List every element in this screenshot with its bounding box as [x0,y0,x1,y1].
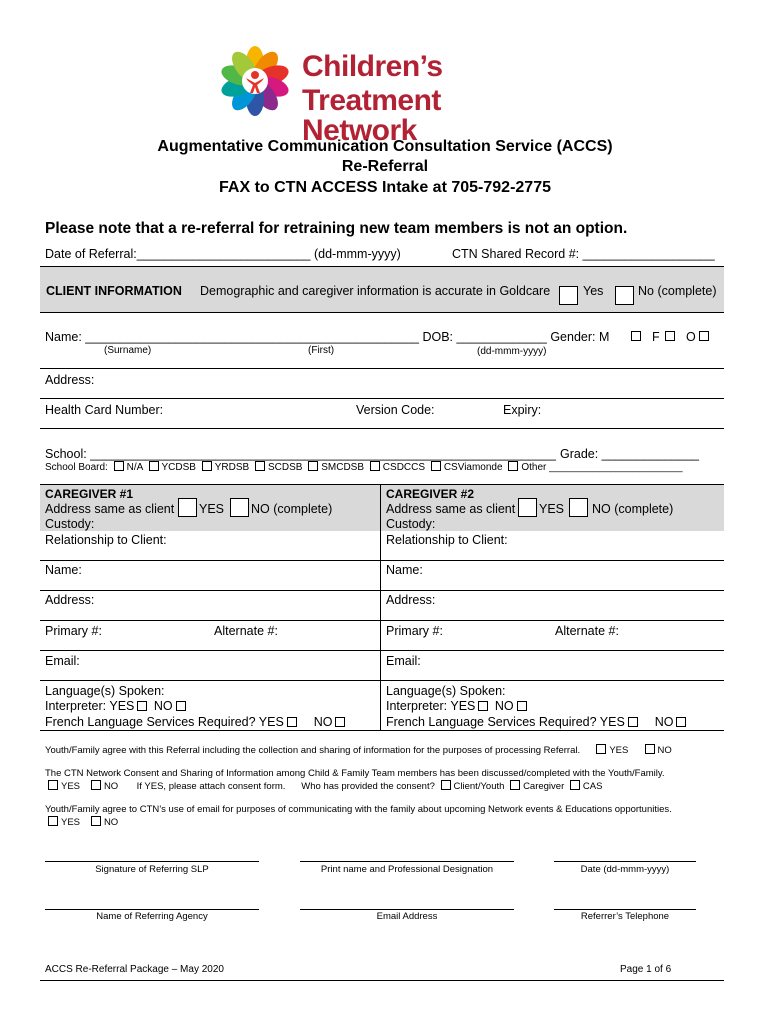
agency-label: Name of Referring Agency [96,911,208,922]
cg2-relationship-field[interactable]: Relationship to Client: [386,533,508,547]
cg1-french-no-checkbox[interactable] [335,717,345,727]
cg1-french-no-label: NO [313,715,333,729]
cg1-interpreter-row [45,699,189,713]
cg2-french-no-label: NO [654,715,674,729]
goldcare-yes-checkbox[interactable] [559,286,578,305]
consent-referral-row [45,744,672,756]
print-name-label: Print name and Professional Designation [320,864,494,875]
cg2-primary-field[interactable]: Primary #: [386,624,443,638]
gender-m-checkbox[interactable] [631,331,641,341]
consent-caregiver-label: Caregiver [523,781,565,792]
flower-logo-icon [218,44,292,118]
health-card-field[interactable]: Health Card Number: [45,403,164,417]
consent-sharing-row [45,780,602,792]
notice: Please note that a re-referral for retraining new team members is not an option. [45,220,628,237]
school-field[interactable]: School: ___________________________________________________________________ [45,447,556,461]
logo [218,44,558,147]
form-title: Augmentative Communication Consultation Service (ACCS) [157,138,613,155]
cg2-custody-field[interactable]: Custody: [386,517,436,531]
consent-email-text: Youth/Family agree to CTN’s use of email for purposes of communicating with the family about upcoming Network events & Educations opportunities. [45,804,672,815]
consent-sharing-text: The CTN Network Consent and Sharing of Information among Child & Family Team members has been discussed/completed with the Youth/Family. [45,768,665,779]
cg1-same-address-no-checkbox[interactable] [230,498,249,517]
client-info-header: CLIENT INFORMATION [46,284,182,298]
agency-line[interactable] [45,909,259,910]
board-smcdsb-checkbox[interactable] [308,461,318,471]
board-smcdsb-label: SMCDSB [321,462,365,473]
shared-record-field[interactable]: CTN Shared Record #: ___________________ [452,247,715,261]
client-name-field[interactable]: Name: ________________________________________________ DOB: _____________ Gender: M [45,330,610,344]
signature-slp-line[interactable] [45,861,259,862]
board-csviamonde-checkbox[interactable] [431,461,441,471]
version-code-field[interactable]: Version Code: [356,403,435,417]
cg2-alternate-field[interactable]: Alternate #: [555,624,619,638]
signature-date-label: Date (dd-mmm-yyyy) [580,864,670,875]
footer-rule [40,980,724,981]
cg1-relationship-field[interactable]: Relationship to Client: [45,533,167,547]
footer-left: ACCS Re-Referral Package – May 2020 [45,964,224,975]
caregiver-2-header: CAREGIVER #2 [386,487,475,501]
gender-f-label: F [652,330,660,344]
board-csdccs-checkbox[interactable] [370,461,380,471]
cg1-same-address-label: Address same as client [45,502,175,516]
cg1-interpreter-no-checkbox[interactable] [176,701,186,711]
cg1-address-field[interactable]: Address: [45,593,95,607]
date-of-referral-field[interactable]: Date of Referral:_________________________ (dd-mmm-yyyy) [45,247,401,261]
cg1-custody-field[interactable]: Custody: [45,517,95,531]
cg1-interpreter-label: Interpreter: YES [45,699,135,713]
cg2-email-field[interactable]: Email: [386,654,421,668]
cg2-french-row [386,715,689,729]
board-ycdsb-checkbox[interactable] [149,461,159,471]
consent-referral-no-checkbox[interactable] [645,744,655,754]
cg1-name-field[interactable]: Name: [45,563,82,577]
grade-field[interactable]: Grade: ______________ [560,447,700,461]
cg2-french-label: French Language Services Required? YES [386,715,625,729]
cg1-no-label: NO (complete) [251,502,333,516]
cg1-same-address-yes-checkbox[interactable] [178,498,197,517]
cg1-primary-field[interactable]: Primary #: [45,624,102,638]
expiry-field[interactable]: Expiry: [503,403,542,417]
cg2-address-field[interactable]: Address: [386,593,436,607]
consent-email-no-checkbox[interactable] [91,816,101,826]
board-other-checkbox[interactable] [508,461,518,471]
cg1-interpreter-yes-checkbox[interactable] [137,701,147,711]
consent-referral-no-label: NO [657,745,672,756]
cg1-languages-field[interactable]: Language(s) Spoken: [45,684,165,698]
consent-sharing-note: If YES, please attach consent form. [136,781,286,792]
board-csviamonde-label: CSViamonde [443,462,503,473]
email-label: Email Address [376,911,438,922]
board-yrdsb-checkbox[interactable] [202,461,212,471]
cg2-interpreter-label: Interpreter: YES [386,699,476,713]
consent-referral-yes-label: YES [609,745,629,756]
signature-slp-label: Signature of Referring SLP [95,864,209,875]
board-other-field[interactable]: Other ________________________ [521,462,683,473]
telephone-line[interactable] [554,909,696,910]
consent-client-youth-label: Client/Youth [453,781,505,792]
signature-date-line[interactable] [554,861,696,862]
cg2-french-yes-checkbox[interactable] [628,717,638,727]
consent-email-row [45,816,118,828]
consent-cas-label: CAS [582,781,603,792]
goldcare-yes-label: Yes [583,284,604,298]
consent-sharing-no-label: NO [103,781,119,792]
email-line[interactable] [300,909,514,910]
school-board-label: School Board: [45,462,108,473]
first-name-hint: (First) [308,345,335,356]
cg1-yes-label: YES [199,502,225,516]
cg2-no-label: NO (complete) [592,502,674,516]
consent-provider-question: Who has provided the consent? [301,781,435,792]
board-ycdsb-label: YCDSB [161,462,196,473]
cg2-interpreter-no-label: NO [494,699,514,713]
dob-format-hint: (dd-mmm-yyyy) [477,346,547,357]
cg1-email-field[interactable]: Email: [45,654,80,668]
consent-client-youth-checkbox[interactable] [441,780,451,790]
consent-email-yes-checkbox[interactable] [48,816,58,826]
gender-f-checkbox[interactable] [665,331,675,341]
board-scdsb-label: SCDSB [267,462,303,473]
board-na-checkbox[interactable] [114,461,124,471]
cg2-interpreter-row [386,699,530,713]
board-scdsb-checkbox[interactable] [255,461,265,471]
form-subtitle: Re-Referral [341,158,429,175]
consent-email-no-label: NO [103,817,119,828]
goldcare-no-checkbox[interactable] [615,286,634,305]
cg1-alternate-field[interactable]: Alternate #: [214,624,278,638]
board-na-label: N/A [126,462,143,473]
consent-referral-yes-checkbox[interactable] [596,744,606,754]
surname-hint: (Surname) [104,345,152,356]
goldcare-no-label: No (complete) [638,284,717,298]
cg2-french-no-checkbox[interactable] [676,717,686,727]
gender-o-checkbox[interactable] [699,331,709,341]
board-yrdsb-label: YRDSB [214,462,250,473]
consent-email-yes-label: YES [61,817,81,828]
consent-referral-text: Youth/Family agree with this Referral including the collection and sharing of information for the purposes of processing Referral. [45,745,581,756]
cg1-french-label: French Language Services Required? YES [45,715,284,729]
consent-cas-checkbox[interactable] [570,780,580,790]
logo-line2: Treatment Network [302,84,441,147]
cg2-interpreter-no-checkbox[interactable] [517,701,527,711]
fax-line: FAX to CTN ACCESS Intake at 705-792-2775 [219,179,551,196]
consent-sharing-yes-checkbox[interactable] [48,780,58,790]
cg2-languages-field[interactable]: Language(s) Spoken: [386,684,506,698]
gender-o-label: O [686,330,696,344]
goldcare-question: Demographic and caregiver information is accurate in Goldcare [200,284,551,298]
cg1-interpreter-no-label: NO [153,699,173,713]
telephone-label: Referrer’s Telephone [580,911,670,922]
logo-line1: Children’s [302,50,443,83]
client-address-field[interactable]: Address: [45,373,95,387]
cg2-same-address-label: Address same as client [386,502,516,516]
print-name-line[interactable] [300,861,514,862]
cg2-interpreter-yes-checkbox[interactable] [478,701,488,711]
school-board-row [45,461,683,473]
page-number: Page 1 of 6 [620,964,672,975]
cg2-name-field[interactable]: Name: [386,563,423,577]
cg1-french-yes-checkbox[interactable] [287,717,297,727]
consent-sharing-no-checkbox[interactable] [91,780,101,790]
consent-sharing-yes-label: YES [61,781,81,792]
consent-caregiver-checkbox[interactable] [510,780,520,790]
cg2-same-address-yes-checkbox[interactable] [518,498,537,517]
board-csdccs-label: CSDCCS [382,462,426,473]
cg2-yes-label: YES [539,502,565,516]
caregiver-1-header: CAREGIVER #1 [45,487,134,501]
cg2-same-address-no-checkbox[interactable] [569,498,588,517]
cg1-french-row [45,715,348,729]
